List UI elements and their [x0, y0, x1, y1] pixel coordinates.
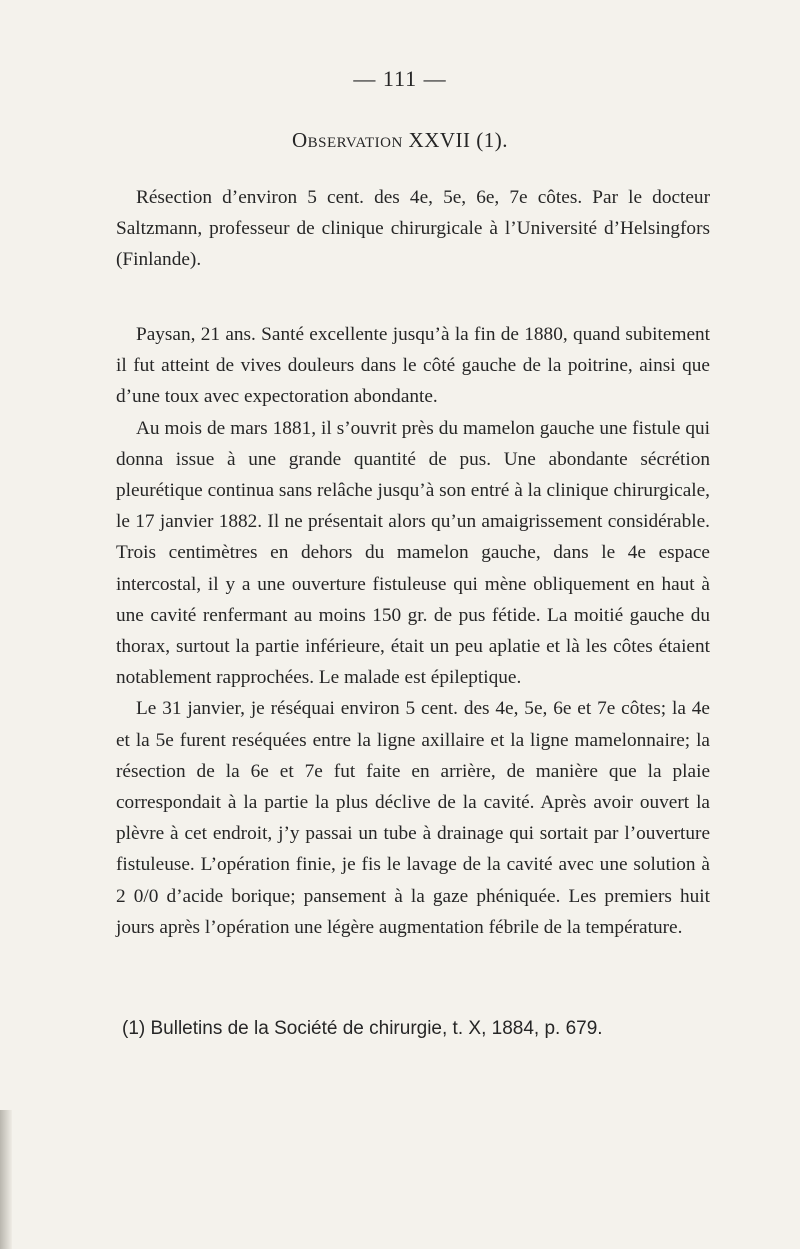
observation-heading [0, 128, 800, 153]
intro-paragraph [116, 182, 710, 276]
footnote: (1) Bulletins de la Société de chirurgie, t. X, 1884, p. 679. [122, 1018, 603, 1039]
intro-text: Résection d’environ 5 cent. des 4e, 5e, 6e, 7e côtes. Par le docteur Saltzmann, professeur de clinique chirurgicale à l’Université d’Helsingfors (Finlande). [116, 187, 710, 271]
page-number: — 111 — [353, 66, 447, 91]
heading-footnote-ref: (1). [476, 128, 509, 152]
heading-title: Observation XXVII [291, 128, 471, 152]
paragraph-1: Paysan, 21 ans. Santé excellente jusqu’à la fin de 1880, quand subitement il fut atteint de vives douleurs dans le côté gauche de la poitrine, ainsi que d’une toux avec expectoration abondante. [116, 324, 710, 408]
page-edge-shadow [0, 1110, 12, 1249]
body-text [116, 319, 710, 943]
paragraph-2: Au mois de mars 1881, il s’ouvrit près du mamelon gauche une fistule qui donna issue à une grande quantité de pus. Une abondante sécrétion pleurétique continua sans relâche jusqu’à son entré à la clinique chirurgicale, le 17 janvier 1882. Il ne présentait alors qu’un amaigrissement considérable. Trois centimètres en dehors du mamelon gauche, dans le 4e espace intercostal, il y a une ouverture fistuleuse qui mène obliquement en haut à une cavité renfermant au moins 150 gr. de pus fétide. La moitié gauche du thorax, surtout la partie inférieure, était un peu aplatie et là les côtes étaient notablement rapprochées. Le malade est épileptique. [116, 417, 710, 689]
paragraph-3: Le 31 janvier, je réséquai environ 5 cent. des 4e, 5e, 6e et 7e côtes; la 4e et la 5e furent reséquées entre la ligne axillaire et la ligne mamelonnaire; la résection de la 6e et 7e fut faite en arrière, de manière que la plaie correspondait à la partie la plus déclive de la cavité. Après avoir ouvert la plèvre à cet endroit, j’y passai un tube à drainage qui sortait par l’ouverture fistuleuse. L’opération finie, je fis le lavage de la cavité avec une solution à 2 0/0 d’acide borique; pansement à la gaze phéniquée. Les premiers huit jours après l’opération une légère augmentation fébrile de la température. [116, 698, 710, 938]
